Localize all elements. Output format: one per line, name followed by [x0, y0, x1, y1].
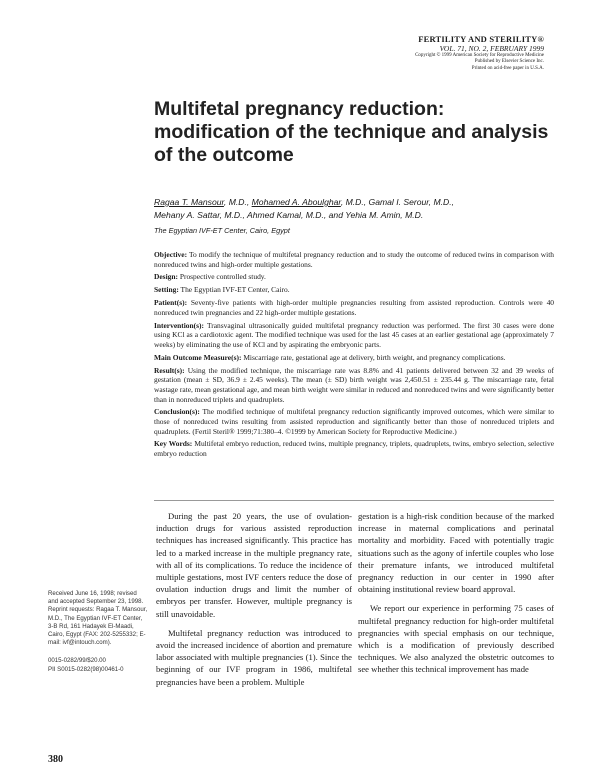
abstract-design	[154, 272, 554, 282]
copyright-line: Copyright © 1999 American Society for Reproductive Medicine	[415, 53, 544, 58]
printed-line: Printed on acid-free paper in U.S.A.	[471, 65, 544, 71]
body-paragraph: We report our experience in performing 75 cases of multifetal pregnancy reduction for high-order multifetal pregnancies with special emphasis on our technique, which is a modification of previously described techniques. We also analyzed the obstetric outcomes to see whether this technical improvement has made	[358, 603, 554, 675]
received-dates: Received June 16, 1998; revised and accepted September 23, 1998.	[48, 590, 144, 606]
pii-code: PII S0015-0282(98)00461-0	[48, 665, 124, 673]
author-line-2: Mehany A. Sattar, M.D., Ahmed Kamal, M.D., and Yehia M. Amin, M.D.	[154, 210, 424, 220]
abstract-outcome	[154, 353, 554, 363]
section-label: Conclusion(s):	[154, 407, 200, 417]
section-text: The modified technique of multifetal pregnancy reduction significantly improved outcomes, which were similar to those of nonreduced twins resulting from assisted reproduction and significantly better than those of nonreduced triplets and quadruplets. (Fertil Steril® 1999;71:380–4. ©1999 by American Society for Reproductive Medicine.)	[154, 407, 554, 436]
body-column-left	[156, 510, 352, 695]
author-list	[154, 196, 554, 222]
section-label: Setting:	[154, 285, 179, 295]
section-label: Result(s):	[154, 365, 185, 375]
page-number: 380	[48, 754, 63, 765]
title-line-3: of the outcome	[154, 144, 294, 166]
section-label: Design:	[154, 272, 178, 282]
section-text: The Egyptian IVF-ET Center, Cairo.	[180, 285, 290, 295]
body-paragraph: Multifetal pregnancy reduction was introduced to avoid the increased incidence of abortion and premature labor associated with multiple pregnancies (1). Since the beginning of our IVF program in 1986, multifetal pregnancies have been a problem. Multiple	[156, 627, 352, 687]
author-link-aboulghar[interactable]: Mohamed A. Aboulghar	[251, 197, 341, 207]
title-line-2: modification of the technique and analysis	[154, 121, 549, 143]
title-line-1: Multifetal pregnancy reduction:	[154, 98, 445, 120]
section-divider	[154, 500, 554, 501]
abstract-intervention	[154, 321, 554, 350]
section-label: Objective:	[154, 250, 188, 259]
section-text: Prospective controlled study.	[179, 272, 266, 282]
section-label: Main Outcome Measure(s):	[154, 352, 242, 362]
journal-volume: VOL. 71, NO. 2, FEBRUARY 1999	[439, 44, 544, 53]
body-paragraph: gestation is a high-risk condition because of the marked increase in maternal complications and perinatal mortality and morbidity. Faced with potentially tragic situations such as the agony of infertile couples who lose their premature infants, we introduced multifetal pregnancy reduction in our center in 1990 after obtaining institutional review board approval.	[358, 511, 554, 595]
publisher-line: Published by Elsevier Science Inc.	[474, 59, 544, 65]
article-sidebar	[48, 590, 148, 674]
author-suffix: , M.D.,	[223, 197, 252, 207]
journal-header	[304, 34, 544, 72]
section-text: Seventy-five patients with high-order multiple pregnancies resulting from assisted reproduction. Controls were 40 nonreduced twin pregnancies and 22 high-order multiple gestations.	[154, 298, 555, 317]
section-label: Key Words:	[154, 439, 193, 449]
abstract-patients	[154, 298, 554, 317]
abstract-keywords	[154, 439, 554, 458]
abstract	[154, 250, 554, 462]
section-text: Miscarriage rate, gestational age at delivery, birth weight, and pregnancy complications.	[243, 352, 506, 362]
section-text: To modify the technique of multifetal pregnancy reduction and to study the outcome of reduced twins in comparison with nonreduced twins and high-order multiple gestations.	[154, 250, 554, 269]
section-text: Using the modified technique, the miscarriage rate was 8.8% and 41 patients delivered between 32 and 39 weeks of gestation (mean ± SD, 36.9 ± 2.45 weeks). The mean (± SD) birth weight was 2,450.51 ± 235.44 g. The miscarriage rate, fetal wastage rate, mean gestational age, and mean birth weight were similar in reduced and nonreduced twins and were significantly better than in nonreduced triplets and quadruplets.	[154, 365, 554, 404]
reprint-requests: Reprint requests: Ragaa T. Mansour, M.D., The Egyptian IVF-ET Center, 3-B Rd, 161 Hadayek El-Maadi, Cairo, Egypt (FAX: 202-5255332; E-mail: ivf@intouch.com).	[48, 606, 148, 647]
abstract-objective	[154, 250, 554, 269]
abstract-conclusion	[154, 407, 554, 436]
journal-name: FERTILITY AND STERILITY®	[418, 34, 544, 44]
section-text: Transvaginal ultrasonically guided multifetal pregnancy reduction was performed. The first 30 cases were done using KCl as a cardiotoxic agent. The modified technique was used for the last 45 cases at an earlier gestational age (approximately 7 weeks) by eliminating the use of KCl and by aspirating the embryonic parts.	[154, 320, 555, 349]
abstract-setting	[154, 285, 554, 295]
author-link-mansour[interactable]: Ragaa T. Mansour	[154, 197, 224, 207]
abstract-results	[154, 366, 554, 404]
section-text: Multifetal embryo reduction, reduced twins, multiple pregnancy, triplets, quadruplets, twins, embryo selection, selective embryo reduction	[154, 439, 555, 459]
affiliation: The Egyptian IVF-ET Center, Cairo, Egypt	[154, 226, 290, 235]
author-suffix: , M.D., Gamal I. Serour, M.D.,	[340, 197, 454, 207]
section-label: Intervention(s):	[154, 320, 204, 330]
article-title	[154, 98, 554, 167]
issn-code: 0015-0282/99/$20.00	[48, 657, 106, 665]
section-label: Patient(s):	[154, 298, 188, 308]
body-column-right	[358, 510, 554, 683]
body-paragraph: During the past 20 years, the use of ovulation-induction drugs for various assisted reproduction techniques has increased significantly. This practice has led to a marked increase in the multiple pregnancy rate, with all of its complications. To reduce the incidence of multiple gestations, most IVF centers reduce the dose of ovulation induction drugs and limit the number of embryos per transfer. However, multiple pregnancy is still unavoidable.	[156, 511, 352, 619]
